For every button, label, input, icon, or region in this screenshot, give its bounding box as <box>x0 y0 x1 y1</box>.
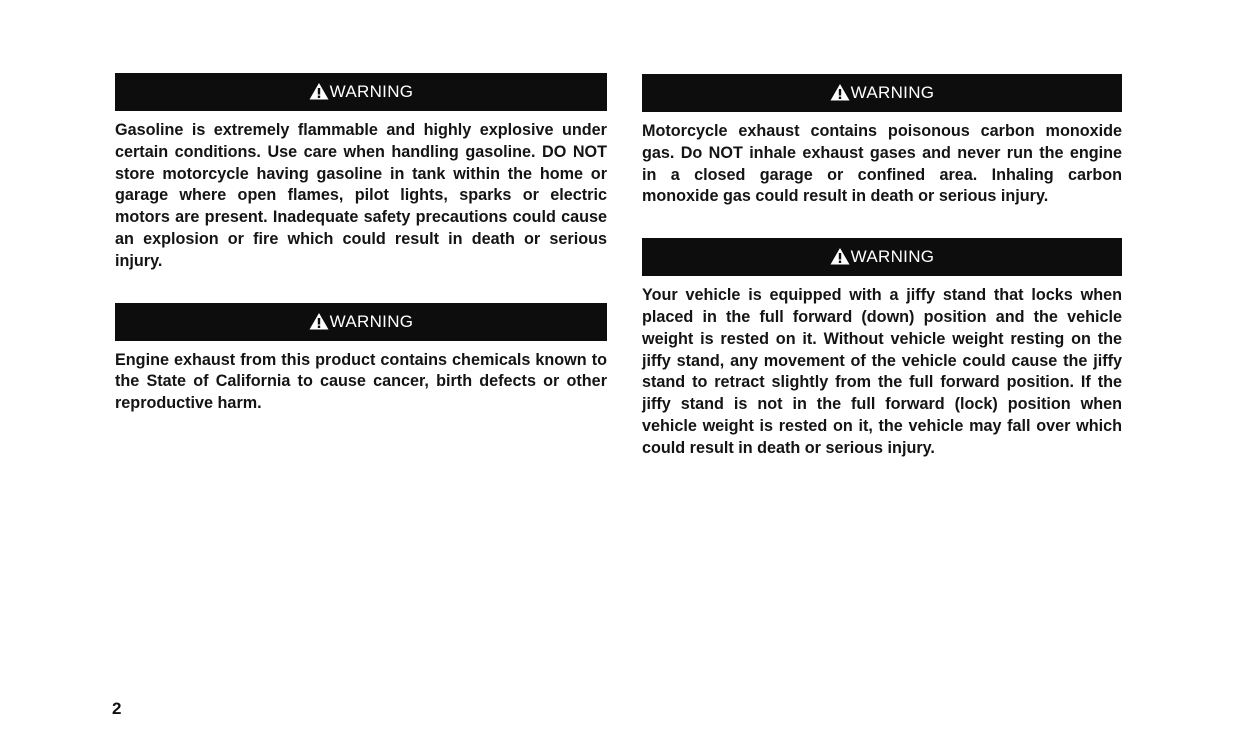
warning-triangle-icon <box>309 82 329 100</box>
warning-triangle-icon <box>309 312 329 330</box>
warning-banner <box>642 74 1122 112</box>
warning-gasoline <box>115 73 607 273</box>
warning-text: Engine exhaust from this product contains chemicals known to the State of California to cause cancer, birth defects or other reproductive harm. <box>115 350 607 413</box>
warning-banner <box>642 238 1122 276</box>
warning-text: Your vehicle is equipped with a jiffy stand that locks when placed in the full forward (down) position and the vehicle weight is rested on it. Without vehicle weight resting on the jiffy stand, any movement of the vehicle could cause the jiffy stand to retract slightly from the full forward position. If the jiffy stand is not in the full forward (lock) position when vehicle weight is rested on it, the vehicle may fall over which could result in death or serious injury. <box>642 286 1122 457</box>
warning-banner <box>115 73 607 111</box>
warning-california-exhaust <box>115 303 607 415</box>
warning-triangle-icon <box>830 247 850 265</box>
warning-banner-label: WARNING <box>850 83 935 102</box>
warning-banner <box>115 303 607 341</box>
warning-carbon-monoxide <box>642 74 1122 208</box>
warning-jiffy-stand <box>642 238 1122 459</box>
warning-banner-label: WARNING <box>850 247 935 267</box>
warning-text: Gasoline is extremely flammable and highly explosive under certain conditions. Use care when handling gasoline. DO NOT store motorcycle having gasoline in tank within the home or garage where open flames, pilot lights, sparks or electric motors are present. Inadequate safety precautions could cause an explosion or fire which could result in death or serious injury. <box>115 121 607 270</box>
warning-banner-label: WARNING <box>329 311 414 331</box>
warning-text: Motorcycle exhaust contains poisonous carbon monoxide gas. Do NOT inhale exhaust gases and never run the engine in a closed garage or confined area. Inhaling carbon monoxide gas could result in death or serious injury. <box>642 122 1122 206</box>
warning-triangle-icon <box>830 83 850 101</box>
left-column <box>115 73 607 415</box>
right-column <box>642 74 1122 460</box>
page-number: 2 <box>112 699 122 718</box>
warning-banner-label: WARNING <box>329 82 414 101</box>
